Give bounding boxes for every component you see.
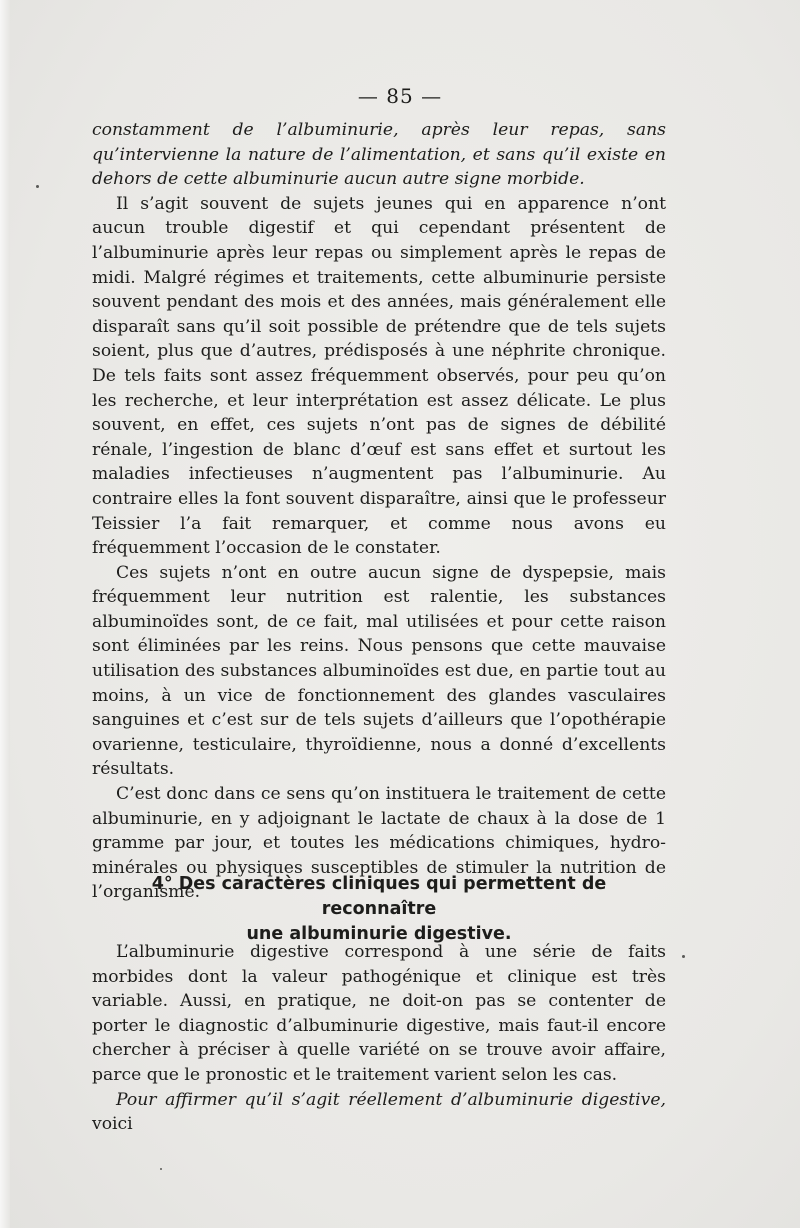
- paragraph-continuation: constamment de l’albuminurie, après leur repas, sans qu’intervienne la nature de l’alimentation, et sans qu’il existe en dehors de cette albuminurie aucun autre signe morbide.: [92, 120, 666, 190]
- page-left-edge: [0, 0, 10, 1228]
- paragraph-affirm-italic: Pour affirmer qu’il s’agit réellement d’albuminurie digestive,: [116, 1089, 666, 1110]
- paper-speck: [160, 1168, 162, 1170]
- page-number: — 85 —: [357, 84, 443, 108]
- paragraph-affirm: [92, 1088, 666, 1137]
- body-text-upper: [92, 118, 666, 905]
- section-heading: [92, 872, 666, 947]
- paragraph-clinical-value: L’albuminurie digestive correspond à une série de faits morbides dont la valeur pathogénique et clinique est très variable. Aussi, en pratique, ne doit-on pas se contenter de porter le diagnostic d’albuminurie digestive, mais faut-il encore chercher à préciser à quelle variété on se trouve avoir affaire, parce que le pronostic et le traitement varient selon les cas.: [92, 942, 666, 1085]
- paragraph-affirm-tail: voici: [92, 1114, 133, 1135]
- section-heading-line-2: une albuminurie digestive.: [246, 924, 512, 944]
- paragraph-young-subjects: Il s’agit souvent de sujets jeunes qui en apparence n’ont aucun trouble digestif et qui cependant présentent de l’albuminurie après leur repas ou simplement après le repas de midi. Malgré régimes et traitements, cette albuminurie persiste souvent pendant des mois et des années, mais généralement elle disparaît sans qu’il soit possible de prétendre que de tels sujets soient, plus que d’autres, prédisposés à une néphrite chronique. De tels faits sont assez fréquemment observés, pour peu qu’on les recherche, et leur interprétation est assez délicate. Le plus souvent, en effet, ces sujets n’ont pas de signes de débilité rénale, l’ingestion de blanc d’œuf est sans effet et surtout les maladies infectieuses n’augmentent pas l’albuminurie. Au contraire elles la font souvent disparaître, ainsi que le professeur Teissier l’a fait remarquer, et comme nous avons eu fréquemment l’occasion de le constater.: [92, 193, 666, 559]
- section-heading-line-1: 4° Des caractères cliniques qui permettent de reconnaître: [151, 874, 607, 919]
- paragraph-treatment: C’est donc dans ce sens qu’on instituera le traitement de cette albuminurie, en y adjoignant le lactate de chaux à la dose de 1 gramme par jour, et toutes les médications chimiques, hydro-minérales ou physiques susceptibles de stimuler la nutrition de l’organisme.: [92, 784, 666, 903]
- paper-speck: [36, 185, 39, 188]
- paper-speck: [682, 955, 685, 958]
- body-text-lower: [92, 940, 666, 1137]
- paragraph-dyspepsia: Ces sujets n’ont en outre aucun signe de dyspepsie, mais fréquemment leur nutrition est ralentie, les substances albuminoïdes sont, de ce fait, mal utilisées et pour cette raison sont éliminées par les reins. Nous pensons que cette mauvaise utilisation des substances albuminoïdes est due, en partie tout au moins, à un vice de fonctionnement des glandes vasculaires sanguines et c’est sur de tels sujets d’ailleurs que l’opothérapie ovarienne, testiculaire, thyroïdienne, nous a donné d’excellents résultats.: [92, 562, 666, 780]
